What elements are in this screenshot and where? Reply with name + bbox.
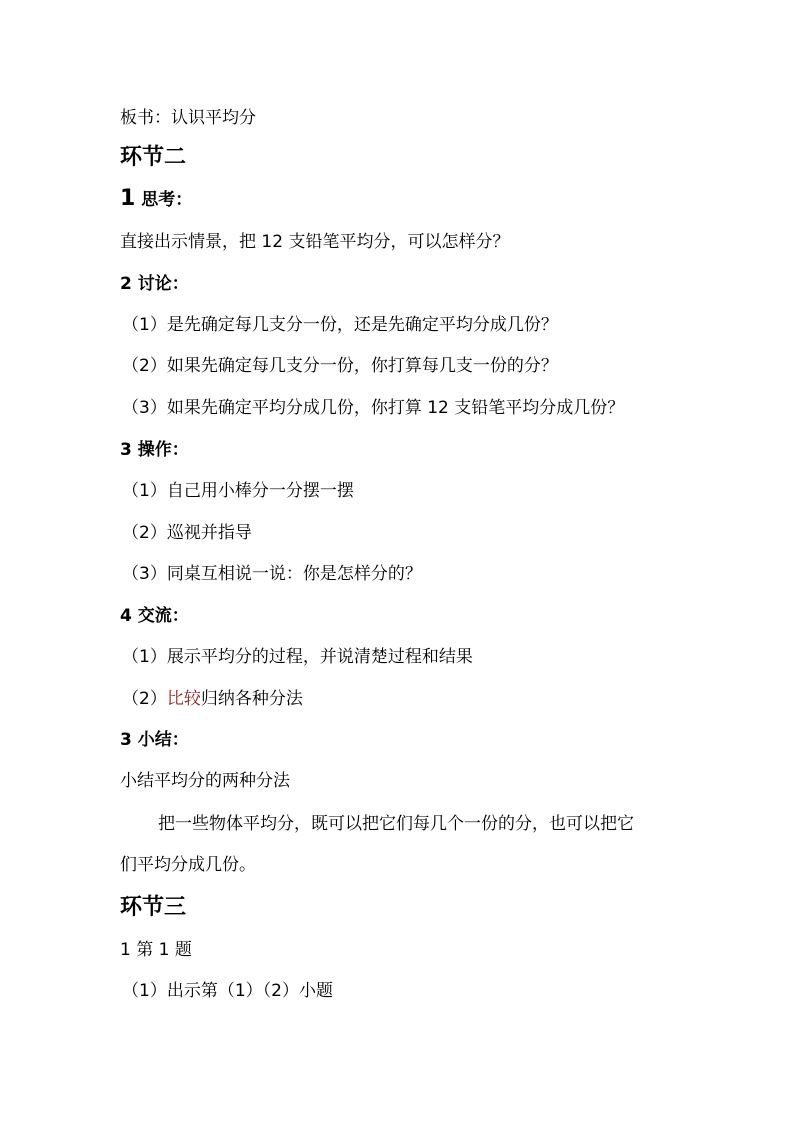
step-label: 思考： [135, 190, 193, 210]
list-item: （1）自己用小棒分一分摆一摆 [122, 481, 354, 501]
exercise-heading: 1 第 1 题 [120, 940, 192, 960]
list-item: （3）如果先确定平均分成几份，你打算 12 支铅笔平均分成几份？ [122, 398, 625, 418]
section-heading-2: 环节二 [120, 145, 187, 170]
step-heading-summary: 3 小结： [120, 730, 189, 750]
list-item: （1）出示第（1）（2）小题 [122, 981, 333, 1001]
step-heading-think [120, 188, 192, 211]
list-item: （3）同桌互相说一说：你是怎样分的？ [122, 564, 422, 584]
highlighted-word: 比较 [166, 689, 201, 709]
paragraph-summary-body-cont: 们平均分成几份。 [120, 855, 256, 875]
list-item: （2）如果先确定每几支分一份，你打算每几支一份的分？ [122, 356, 558, 376]
step-heading-exchange: 4 交流： [120, 606, 189, 626]
board-title: 板书：认识平均分 [120, 108, 256, 128]
list-item-prefix: （2） [122, 689, 167, 709]
step-number: 1 [120, 186, 136, 211]
step-heading-discuss: 2 讨论： [120, 274, 189, 294]
paragraph-summary-title: 小结平均分的两种分法 [120, 771, 290, 791]
list-item [122, 688, 303, 710]
paragraph-summary-body: 把一些物体平均分，既可以把它们每几个一份的分，也可以把它 [158, 814, 634, 834]
list-item: （1）是先确定每几支分一份，还是先确定平均分成几份？ [122, 315, 558, 335]
list-item: （2）巡视并指导 [122, 523, 252, 543]
paragraph-scenario: 直接出示情景，把 12 支铅笔平均分，可以怎样分？ [120, 232, 510, 252]
section-heading-3: 环节三 [120, 895, 187, 920]
list-item: （1）展示平均分的过程，并说清楚过程和结果 [122, 647, 473, 667]
list-item-rest: 归纳各种分法 [200, 689, 303, 709]
step-heading-operate: 3 操作： [120, 440, 189, 460]
